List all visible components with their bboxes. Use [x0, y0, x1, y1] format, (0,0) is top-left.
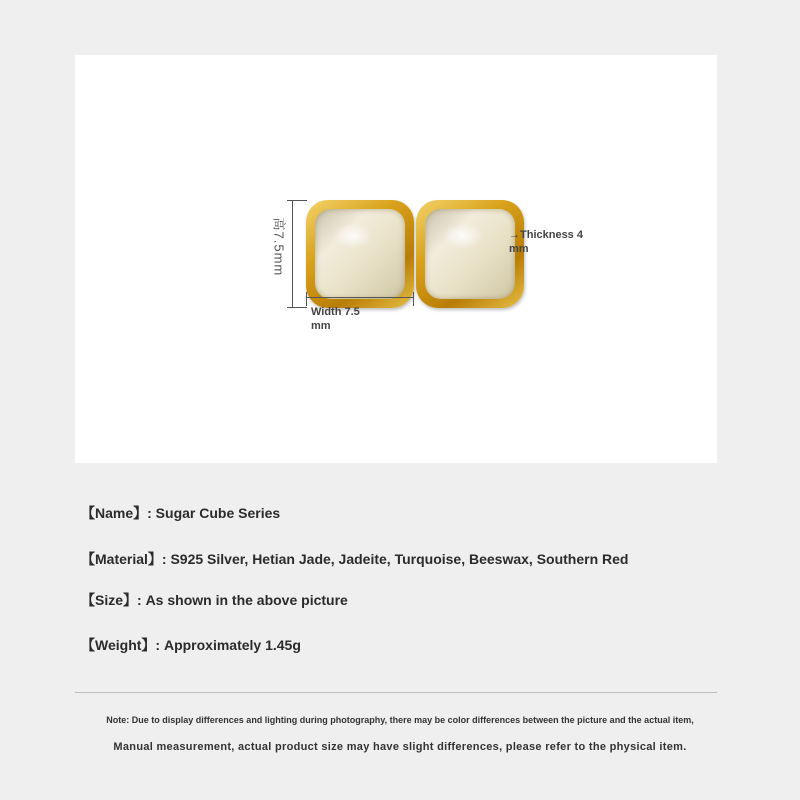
height-dimension-tick: [287, 200, 307, 201]
product-photo-panel: [75, 55, 717, 463]
jade-stone: [425, 209, 515, 299]
spec-material: 【Material】: S925 Silver, Hetian Jade, Jadeite, Turquoise, Beeswax, Southern Red: [81, 551, 629, 567]
width-dimension-tick: [306, 292, 307, 306]
spec-size: 【Size】: As shown in the above picture: [81, 592, 348, 608]
thickness-label: →Thickness 4 mm: [509, 229, 583, 255]
measurement-note: Manual measurement, actual product size may have slight differences, please refer to the physical item.: [113, 741, 687, 753]
earring-right-image: [416, 200, 524, 308]
width-dimension-tick: [413, 292, 414, 306]
spec-name: 【Name】: Sugar Cube Series: [81, 505, 281, 521]
jade-stone: [315, 209, 405, 299]
earring-left-image: [306, 200, 414, 308]
height-dimension-tick: [287, 307, 307, 308]
divider: [75, 692, 717, 693]
height-dimension-line: [292, 200, 293, 308]
color-difference-note: Note: Due to display differences and lighting during photography, there may be color differences between the picture and the actual item,: [106, 715, 694, 725]
spec-weight: 【Weight】: Approximately 1.45g: [81, 637, 301, 653]
width-label: Width 7.5 mm: [311, 306, 360, 332]
width-dimension-line: [306, 297, 414, 298]
height-label: 高7.5mm: [271, 217, 287, 277]
